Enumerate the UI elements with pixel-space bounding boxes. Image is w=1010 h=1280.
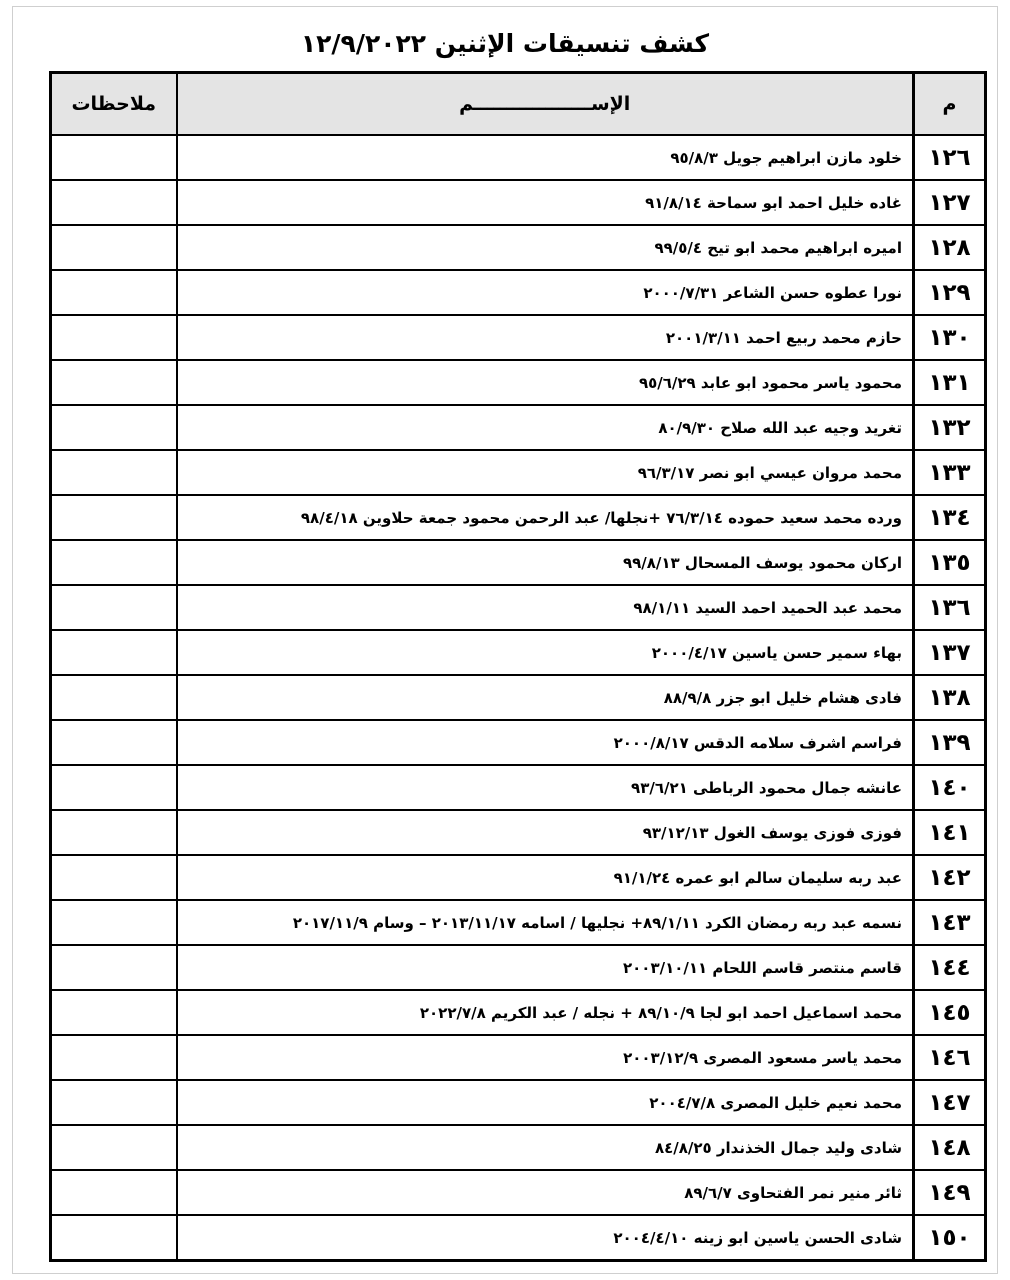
row-number: ١٤٩ [914,1170,986,1215]
row-number: ١٤٣ [914,900,986,945]
row-notes [51,1215,177,1261]
row-name: خلود مازن ابراهيم جويل ٩٥/٨/٣ [177,135,914,180]
row-name: فراسم اشرف سلامه الدقس ٢٠٠٠/٨/١٧ [177,720,914,765]
header-name: الإســــــــــــــــــم [177,73,914,136]
row-number: ١٢٩ [914,270,986,315]
row-name: نورا عطوه حسن الشاعر ٢٠٠٠/٧/٣١ [177,270,914,315]
row-notes [51,450,177,495]
table-row [51,945,986,990]
row-name: فوزى فوزى يوسف الغول ٩٣/١٢/١٣ [177,810,914,855]
table-header-row [51,73,986,136]
row-name: ورده محمد سعيد حموده ٧٦/٣/١٤ +نجلها/ عبد الرحمن محمود جمعة حلاوين ٩٨/٤/١٨ [177,495,914,540]
header-notes: ملاحظات [51,73,177,136]
row-number: ١٣٢ [914,405,986,450]
row-name: محمد مروان عيسي ابو نصر ٩٦/٣/١٧ [177,450,914,495]
row-name: ثائر منير نمر الفتحاوى ٨٩/٦/٧ [177,1170,914,1215]
row-name: اركان محمود يوسف المسحال ٩٩/٨/١٣ [177,540,914,585]
table-row [51,1215,986,1261]
row-name: عانشه جمال محمود الرباطى ٩٣/٦/٢١ [177,765,914,810]
table-row [51,225,986,270]
row-notes [51,630,177,675]
row-notes [51,990,177,1035]
row-number: ١٤٨ [914,1125,986,1170]
row-number: ١٣٥ [914,540,986,585]
row-name: محمد ياسر مسعود المصرى ٢٠٠٣/١٢/٩ [177,1035,914,1080]
row-notes [51,315,177,360]
table-row [51,675,986,720]
table-row [51,810,986,855]
row-notes [51,855,177,900]
row-name: شادى الحسن ياسين ابو زينه ٢٠٠٤/٤/١٠ [177,1215,914,1261]
row-notes [51,945,177,990]
row-notes [51,135,177,180]
row-number: ١٤٠ [914,765,986,810]
row-name: نسمه عبد ربه رمضان الكرد ٨٩/١/١١+ نجليها / اسامه ٢٠١٣/١١/١٧ – وسام ٢٠١٧/١١/٩ [177,900,914,945]
table-row [51,630,986,675]
table-row [51,990,986,1035]
row-number: ١٤٦ [914,1035,986,1080]
document-page [12,6,998,1274]
row-number: ١٣٩ [914,720,986,765]
table-row [51,450,986,495]
table-row [51,1170,986,1215]
table-row [51,1125,986,1170]
row-notes [51,405,177,450]
row-number: ١٤٥ [914,990,986,1035]
table-row [51,180,986,225]
row-notes [51,1125,177,1170]
row-notes [51,810,177,855]
row-notes [51,720,177,765]
row-name: محمد اسماعيل احمد ابو لجا ٨٩/١٠/٩ + نجله / عبد الكريم ٢٠٢٢/٧/٨ [177,990,914,1035]
row-number: ١٣٣ [914,450,986,495]
row-name: محمد نعيم خليل المصرى ٢٠٠٤/٧/٨ [177,1080,914,1125]
document-title: كشف تنسيقات الإثنين ١٢/٩/٢٠٢٢ [300,29,710,58]
row-number: ١٤٤ [914,945,986,990]
row-name: غاده خليل احمد ابو سماحة ٩١/٨/١٤ [177,180,914,225]
table-row [51,315,986,360]
row-number: ١٢٧ [914,180,986,225]
row-number: ١٣٦ [914,585,986,630]
row-notes [51,675,177,720]
table-row [51,360,986,405]
table-row [51,585,986,630]
row-number: ١٥٠ [914,1215,986,1261]
row-notes [51,270,177,315]
names-table [49,71,987,1262]
row-number: ١٣٤ [914,495,986,540]
row-number: ١٤٢ [914,855,986,900]
header-number: م [914,73,986,136]
row-name: محمود ياسر محمود ابو عابد ٩٥/٦/٢٩ [177,360,914,405]
row-notes [51,1170,177,1215]
table-row [51,405,986,450]
row-name: محمد عبد الحميد احمد السيد ٩٨/١/١١ [177,585,914,630]
table-row [51,720,986,765]
row-number: ١٣١ [914,360,986,405]
row-number: ١٤٧ [914,1080,986,1125]
row-notes [51,495,177,540]
row-notes [51,180,177,225]
row-notes [51,1035,177,1080]
table-row [51,495,986,540]
table-row [51,540,986,585]
row-name: شادى وليد جمال الخذندار ٨٤/٨/٢٥ [177,1125,914,1170]
row-name: قاسم منتصر قاسم اللحام ٢٠٠٣/١٠/١١ [177,945,914,990]
row-name: تغريد وجيه عبد الله صلاح ٨٠/٩/٣٠ [177,405,914,450]
table-row [51,270,986,315]
row-notes [51,765,177,810]
row-notes [51,360,177,405]
row-name: فادى هشام خليل ابو جزر ٨٨/٩/٨ [177,675,914,720]
row-number: ١٣٧ [914,630,986,675]
row-name: حازم محمد ربيع احمد ٢٠٠١/٣/١١ [177,315,914,360]
table-row [51,135,986,180]
table-body [51,135,986,1261]
row-number: ١٢٨ [914,225,986,270]
row-notes [51,225,177,270]
row-number: ١٣٠ [914,315,986,360]
row-name: اميره ابراهيم محمد ابو تيح ٩٩/٥/٤ [177,225,914,270]
row-name: عبد ربه سليمان سالم ابو عمره ٩١/١/٢٤ [177,855,914,900]
row-name: بهاء سمير حسن ياسين ٢٠٠٠/٤/١٧ [177,630,914,675]
table-row [51,855,986,900]
table-row [51,765,986,810]
table-row [51,1035,986,1080]
row-notes [51,585,177,630]
row-number: ١٢٦ [914,135,986,180]
row-number: ١٤١ [914,810,986,855]
row-notes [51,540,177,585]
table-row [51,900,986,945]
table-row [51,1080,986,1125]
row-notes [51,900,177,945]
row-number: ١٣٨ [914,675,986,720]
row-notes [51,1080,177,1125]
